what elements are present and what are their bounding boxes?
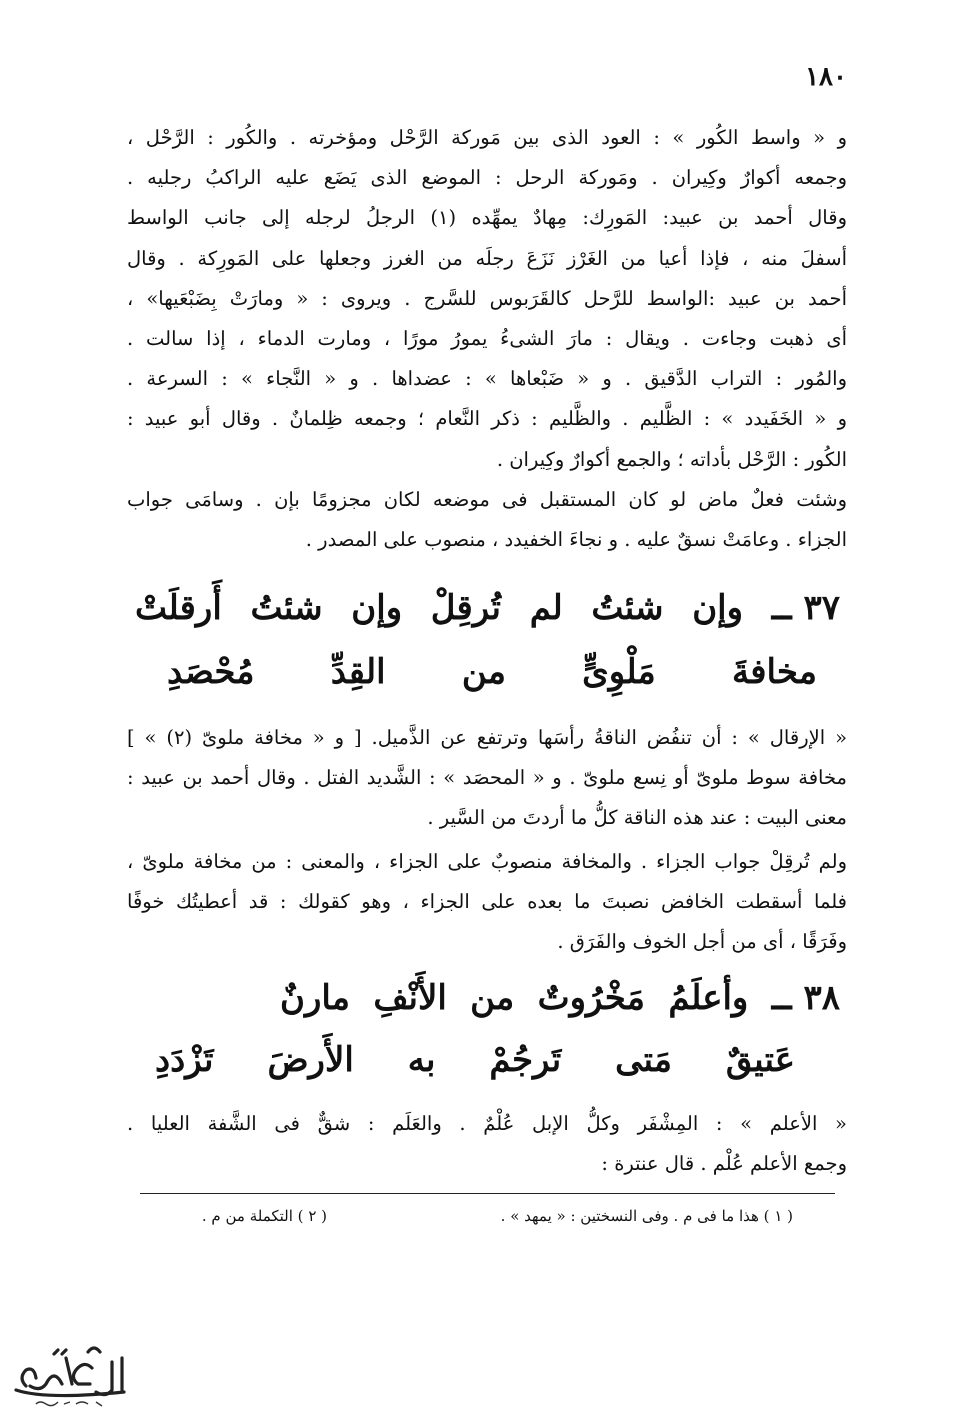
commentary-block-2 — [127, 480, 847, 560]
verse-word: القِدِّ — [330, 652, 386, 692]
verse-word: مُحْصَدِ — [167, 652, 255, 692]
footnote-divider — [140, 1193, 835, 1194]
commentary-block-4 — [127, 842, 847, 963]
verse-word: مخافةَ — [732, 652, 817, 692]
verse-word: به — [407, 1040, 436, 1080]
text-line: وجمعه أكوارٌ وكِيران . ومَوركة الرحل : الموضع الذى يَضَع عليه الراكبُ رجليه . — [127, 166, 847, 190]
verse-word: أَرقلَتْ — [135, 588, 222, 628]
text-line: وشئت فعلٌ ماض لو كان المستقبل فى موضعه لكان مجزومًا بإن . وسامَى جواب — [127, 488, 847, 511]
verse-38-first-hemistich — [280, 978, 840, 1018]
text-line: أحمد بن عبيد :الواسط للرَّحل كالقَرَبوس للسَّرج . ويروى : « ومارَتْ بِضَبْعَيها» ، — [127, 286, 847, 310]
verse-word: وإن — [692, 588, 744, 628]
verse-37-first-hemistich — [135, 588, 840, 628]
verse-word: لم — [529, 588, 563, 628]
verse-word: شئتُ — [591, 588, 664, 628]
verse-word: مَلْوِىٍّ — [582, 652, 656, 692]
verse-word: عَتيقٌ — [725, 1040, 795, 1080]
footnote-2: ( ٢ ) التكملة من م . — [201, 1207, 327, 1225]
verse-word: من — [470, 978, 515, 1018]
verse-37-second-hemistich — [167, 652, 817, 692]
verse-word: وأعلَمُ — [668, 978, 749, 1018]
page-number: ١٨٠ — [805, 62, 847, 92]
text-line: فلما أسقطت الخافض نصبتَ ما بعده على الجزاء ، وهو كقولك : قد أعطيتُك خوفًا — [127, 890, 847, 914]
verse-word: شئتُ — [250, 588, 323, 628]
verse-number: ٣٨ ــ — [771, 978, 840, 1018]
commentary-block-5 — [127, 1104, 847, 1184]
text-line: الكُور : الرَّحْل بأداته ؛ والجمع أكوارٌ وكِيران . — [496, 447, 847, 471]
text-line: الجزاء . وعامَتْ نسقٌ عليه . و نجاءَ الخفيدد ، منصوب على المصدر . — [305, 528, 847, 552]
verse-word: تَرجُمْ — [489, 1040, 562, 1080]
text-line: وفَرَقًا ، أى من أجل الخوف والفَرَق . — [557, 930, 847, 954]
text-line: وجمع الأعلم عُلْم . قال عنترة : — [601, 1152, 847, 1176]
text-line: مخافة سوط ملوىّ أو نِسع ملوىّ . و « المحصَد » : الشَّديد الفتل . وقال أحمد بن عبيد : — [127, 766, 847, 790]
text-line: « الإرقال » : أن تنفُض الناقةُ رأسَها وترتفع عن الذَّميل. [ و « مخافة ملوىّ (٢) » ] — [127, 726, 847, 749]
commentary-block-3 — [127, 718, 847, 839]
verse-word: الأَرضَ — [267, 1040, 354, 1080]
verse-word: مَتى — [615, 1040, 672, 1080]
verse-38-second-hemistich — [155, 1040, 795, 1080]
text-line: أى ذهبت وجاءت . ويقال : مارَ الشىءُ يمورُ مورًا ، ومارت الدماء ، إذا سالت . — [127, 326, 847, 350]
text-line: والمُور : التراب الدَّقيق . و « ضَبْعاها » : عضداها . و « النَّجاء » : السرعة . — [127, 367, 847, 391]
text-line: ولم تُرقِلْ جواب الجزاء . والمخافة منصوبٌ على الجزاء ، والمعنى : من مخافة ملوىّ ، — [127, 850, 847, 873]
text-line: و « الخَفَيدد » : الظَّليم . والظَّليم : ذكر النَّعام ؛ وجمعه ظِلمانٌ . وقال أبو عبيد : — [127, 407, 847, 431]
verse-word: تُرقِلْ — [430, 588, 502, 628]
text-line: « الأعلم » : المِشْفَر وكلُّ الإبل عُلْمٌ . والعَلَم : شقٌّ فى الشَّفة العليا . — [127, 1112, 847, 1135]
text-line: وقال أحمد بن عبيد: المَورِك: مِهادٌ يمهِّده (١) الرجلُ لرجله إلى جانب الواسط — [127, 206, 847, 230]
verse-word: تَزْدَدِ — [155, 1040, 214, 1080]
text-line: أسفلَ منه ، فإذا أعيا من الغَرْز نَزَعَ رجلَه من الغرز وجعلها على المَورِكة . وقال — [127, 246, 847, 270]
footnote-1: ( ١ ) هذا ما فى م . وفى النسختين : « يمهد » . — [500, 1207, 793, 1225]
verse-word: مَخْرُوتٌ — [537, 978, 645, 1018]
text-line: معنى البيت : عند هذه الناقة كلُّ ما أردتَ من السَّير . — [427, 806, 847, 830]
text-line: و « واسط الكُور » : العود الذى بين مَوركة الرَّحْل ومؤخرته . والكُور : الرَّحْل ، — [127, 126, 847, 149]
verse-word: الأَنْفِ — [373, 978, 447, 1018]
verse-word: وإن — [351, 588, 403, 628]
commentary-block-1 — [127, 118, 847, 480]
verse-word: مارنٌ — [280, 978, 350, 1018]
verse-word: من — [461, 652, 506, 692]
library-stamp-logo — [6, 1338, 134, 1416]
verse-number: ٣٧ ــ — [771, 588, 840, 628]
